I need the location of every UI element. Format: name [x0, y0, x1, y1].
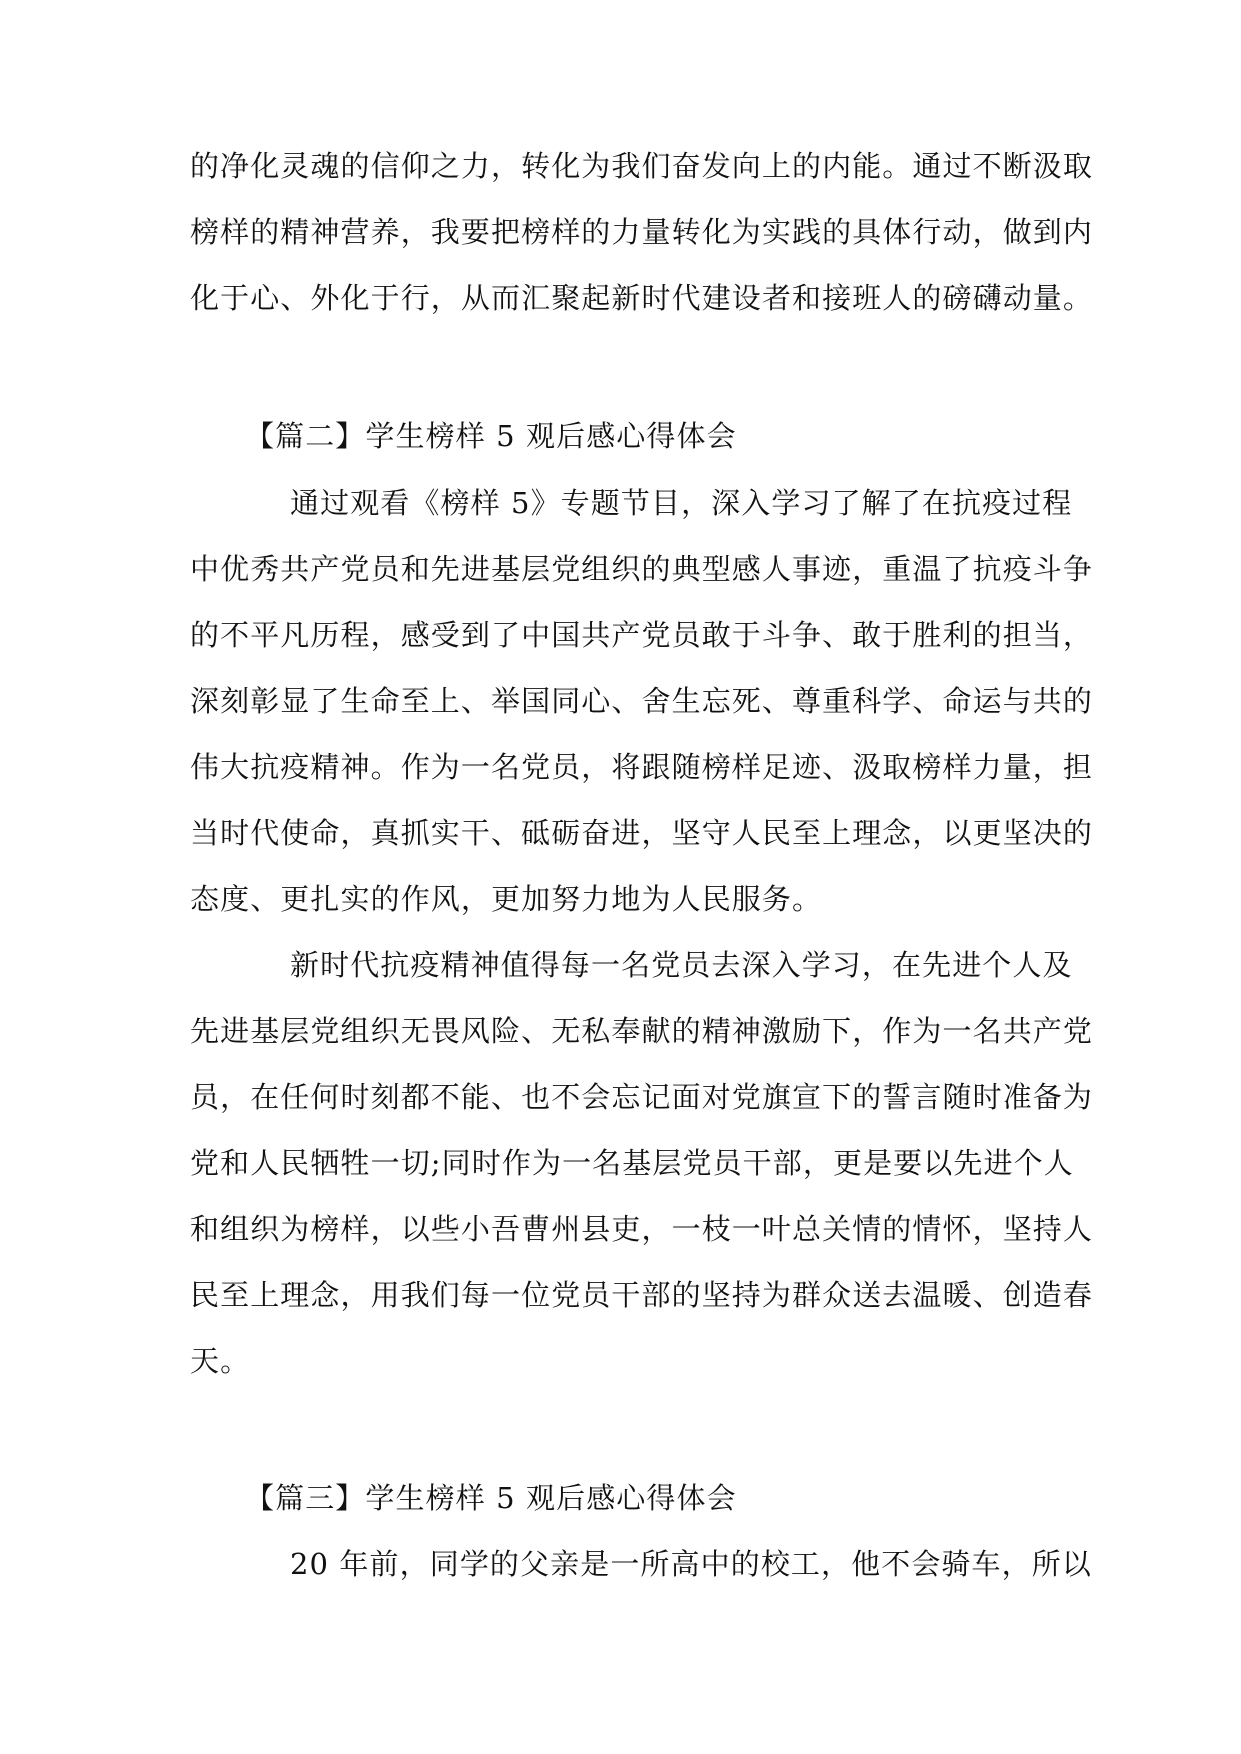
- section-heading: 【篇三】学生榜样 5 观后感心得体会: [245, 1481, 737, 1515]
- text-line: 态度、更扎实的作风，更加努力地为人民服务。: [190, 882, 823, 916]
- text-line: 中优秀共产党员和先进基层党组织的典型感人事迹，重温了抗疫斗争: [190, 552, 1094, 586]
- text-line: 化于心、外化于行，从而汇聚起新时代建设者和接班人的磅礴动量。: [190, 281, 1094, 315]
- text-line: 和组织为榜样，以些小吾曹州县吏，一枝一叶总关情的情怀，坚持人: [190, 1212, 1094, 1246]
- text-line: 的净化灵魂的信仰之力，转化为我们奋发向上的内能。通过不断汲取: [190, 149, 1094, 183]
- text-line: 伟大抗疫精神。作为一名党员，将跟随榜样足迹、汲取榜样力量，担: [190, 750, 1094, 784]
- text-line: 民至上理念，用我们每一位党员干部的坚持为群众送去温暖、创造春: [190, 1278, 1094, 1312]
- text-line: 新时代抗疫精神值得每一名党员去深入学习，在先进个人及: [290, 948, 1073, 982]
- text-line: 党和人民牺牲一切;同时作为一名基层党员干部，更是要以先进个人: [190, 1146, 1074, 1180]
- text-line: 20 年前，同学的父亲是一所高中的校工，他不会骑车，所以: [290, 1547, 1092, 1581]
- text-line: 先进基层党组织无畏风险、无私奉献的精神激励下，作为一名共产党: [190, 1014, 1094, 1048]
- text-line: 通过观看《榜样 5》专题节目，深入学习了解了在抗疫过程: [290, 486, 1073, 520]
- text-line: 深刻彰显了生命至上、举国同心、舍生忘死、尊重科学、命运与共的: [190, 684, 1094, 718]
- section-heading: 【篇二】学生榜样 5 观后感心得体会: [245, 419, 737, 453]
- text-line: 员，在任何时刻都不能、也不会忘记面对党旗宣下的誓言随时准备为: [190, 1080, 1094, 1114]
- text-line: 天。: [190, 1344, 251, 1378]
- text-line: 榜样的精神营养，我要把榜样的力量转化为实践的具体行动，做到内: [190, 215, 1094, 249]
- text-line: 当时代使命，真抓实干、砥砺奋进，坚守人民至上理念，以更坚决的: [190, 816, 1094, 850]
- text-line: 的不平凡历程，感受到了中国共产党员敢于斗争、敢于胜利的担当，: [190, 618, 1094, 652]
